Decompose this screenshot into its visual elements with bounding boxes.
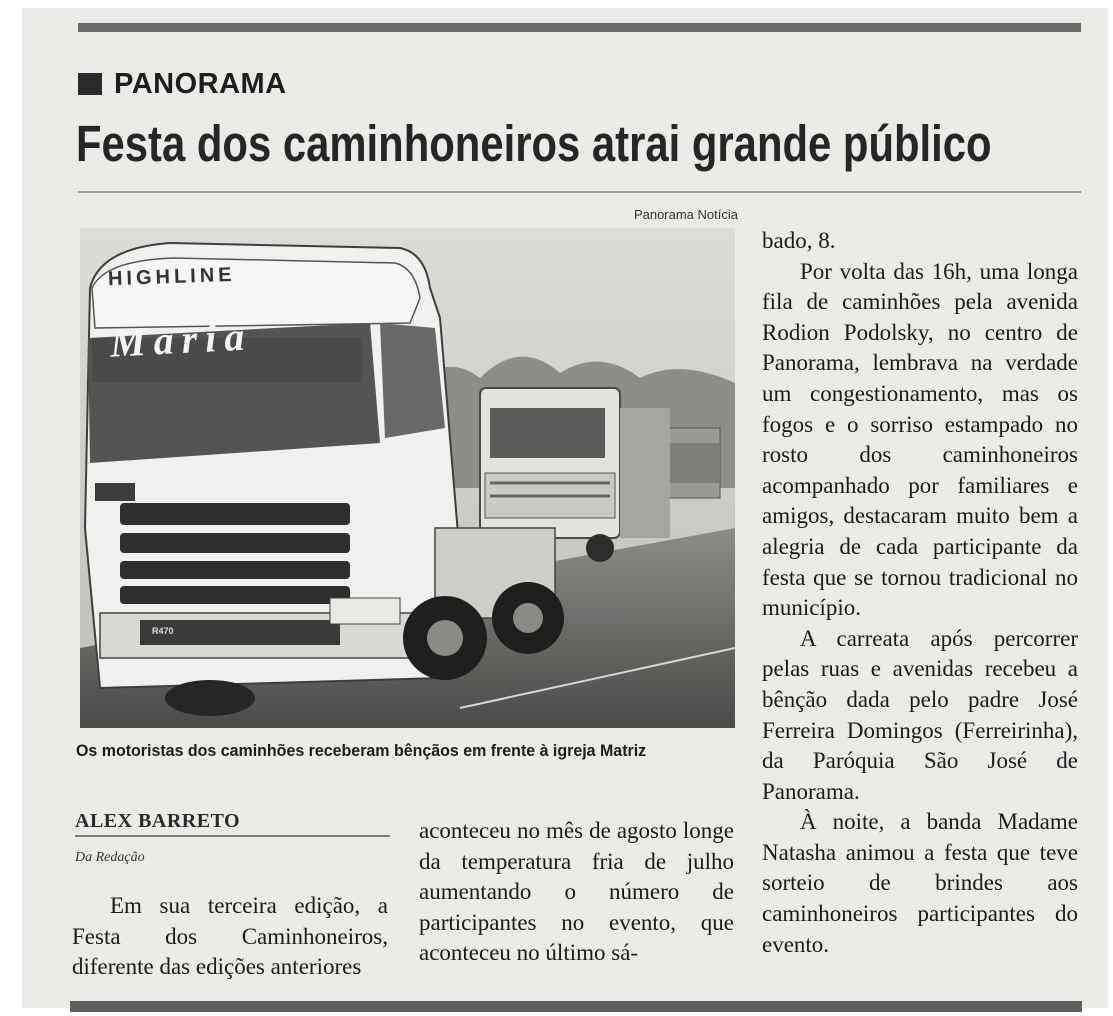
- section-name: PANORAMA: [114, 67, 287, 100]
- column-2: [419, 816, 734, 969]
- column-3-paragraph-3: A carreata após percorrer pelas ruas e avenidas recebeu a bênção dada pelo padre José Ferreira Domingos (Ferreirinha), da Paróquia São José de Panorama.: [762, 625, 1078, 804]
- truck-model-badge: R470: [152, 626, 174, 636]
- photo-credit: Panorama Notícia: [633, 207, 738, 222]
- news-photo: [80, 228, 735, 728]
- top-rule: [78, 23, 1081, 32]
- column-1-paragraph: Em sua terceira edição, a Festa dos Caminhoneiros, diferente das edições anteriores: [72, 893, 388, 980]
- section-label: [78, 66, 287, 102]
- headline: Festa dos caminhoneiros atrai grande público: [76, 115, 992, 172]
- column-3: [762, 226, 1078, 960]
- bottom-rule: [70, 1001, 1082, 1012]
- truck-name-text: Maria: [108, 313, 254, 366]
- truck-visor-text: HIGHLINE: [107, 263, 236, 291]
- column-1: [72, 891, 388, 983]
- column-2-paragraph: aconteceu no mês de agosto longe da temperatura fria de julho aumentando o número de participantes no evento, que aconteceu no último sá-: [419, 818, 734, 966]
- truck-photo-image: [80, 228, 735, 728]
- column-3-paragraph-2: Por volta das 16h, uma longa fila de caminhões pela avenida Rodion Podolsky, no centro de Panorama, lembrava na verdade um congestionamento, mas os fogos e o sorriso estampado no rosto dos caminhoneiros acompanhado por familiares e amigos, destacaram muito bem a alegria de cada participante da festa que se tornou tradicional no município.: [762, 258, 1078, 621]
- column-3-paragraph-4: À noite, a banda Madame Natasha animou a festa que teve sorteio de brindes aos caminhoneiros participantes do evento.: [762, 809, 1078, 957]
- column-3-paragraph-1: bado, 8.: [762, 228, 836, 253]
- photo-caption: Os motoristas dos caminhões receberam bênçãos em frente à igreja Matriz: [76, 741, 647, 760]
- section-square-icon: [78, 73, 102, 95]
- author-desk: Da Redação: [75, 850, 145, 865]
- author-byline: ALEX BARRETO: [75, 810, 390, 837]
- headline-rule: [78, 191, 1081, 193]
